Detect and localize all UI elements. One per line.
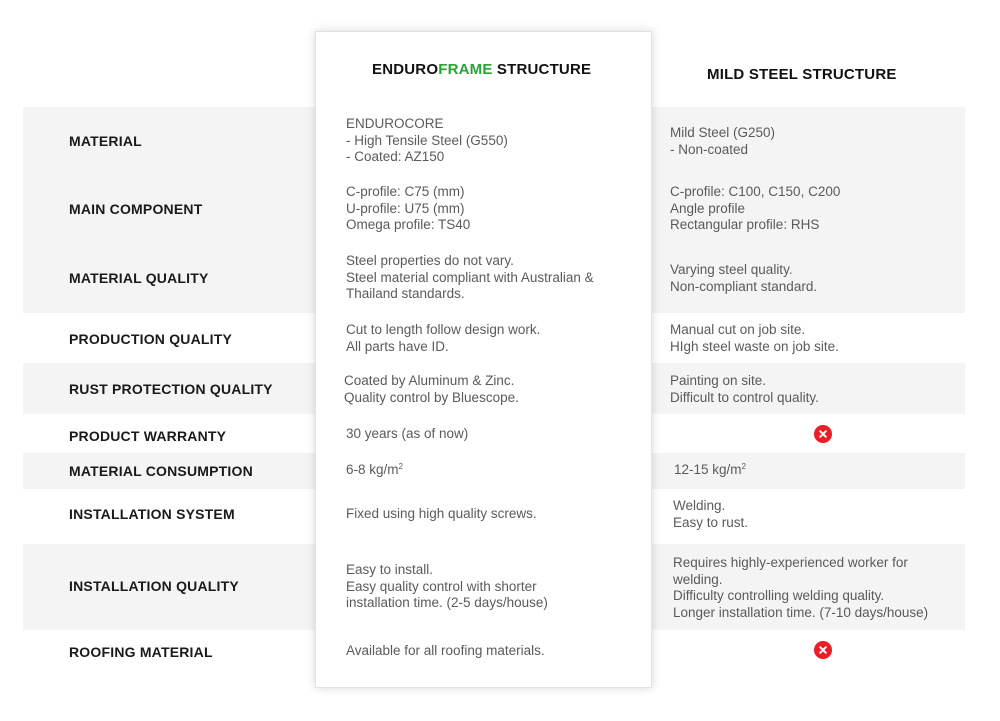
row-label-material-consumption: MATERIAL CONSUMPTION <box>69 463 253 479</box>
row-label-installation-quality: INSTALLATION QUALITY <box>69 578 239 594</box>
cross-circle-icon <box>814 425 832 443</box>
row-label-main-component: MAIN COMPONENT <box>69 201 203 217</box>
mild-cell-main-component: C-profile: C100, C150, C200 Angle profile Rectangular profile: RHS <box>670 184 841 232</box>
row-label-installation-system: INSTALLATION SYSTEM <box>69 506 235 522</box>
row-label-material: MATERIAL <box>69 133 142 149</box>
enduro-cell-production-quality: Cut to length follow design work. All parts have ID. <box>346 322 541 354</box>
enduro-cell-product-warranty: 30 years (as of now) <box>346 426 469 441</box>
mild-cell-material-quality: Varying steel quality. Non-compliant standard. <box>670 262 818 294</box>
enduroframe-column-header: ENDUROFRAME STRUCTURE <box>372 61 592 78</box>
mild-cell-material: Mild Steel (G250) - Non-coated <box>670 125 776 157</box>
enduro-cell-material-quality: Steel properties do not vary. Steel material compliant with Australian & Thailand standards. <box>346 253 594 301</box>
enduro-cell-installation-system: Fixed using high quality screws. <box>346 506 537 521</box>
row-label-rust-protection: RUST PROTECTION QUALITY <box>69 381 273 397</box>
mild-cell-installation-quality: Requires highly-experienced worker for welding. Difficulty controlling welding quality. Longer installation time. (7-10 days/house) <box>673 555 929 620</box>
row-label-production-quality: PRODUCTION QUALITY <box>69 331 233 347</box>
mild-cell-rust-protection: Painting on site. Difficult to control quality. <box>670 373 819 405</box>
mild-cell-material-consumption: 12-15 $kg/m^2$ <box>674 462 746 477</box>
enduro-cell-installation-quality: Easy to install. Easy quality control with shorter installation time. (2-5 days/house) <box>346 562 548 610</box>
mild-cell-production-quality: Manual cut on job site. HIgh steel waste on job site. <box>670 322 839 354</box>
enduro-cell-material-consumption: 6-8 $kg/m^2$ <box>346 462 403 477</box>
cross-circle-icon <box>814 641 832 659</box>
row-label-roofing-material: ROOFING MATERIAL <box>69 644 213 660</box>
enduro-cell-main-component: C-profile: C75 (mm) U-profile: U75 (mm) Omega profile: TS40 <box>346 184 471 232</box>
row-label-product-warranty: PRODUCT WARRANTY <box>69 428 227 444</box>
enduro-cell-material: ENDUROCORE - High Tensile Steel (G550) - Coated: AZ150 <box>346 116 508 164</box>
enduro-cell-roofing-material: Available for all roofing materials. <box>346 643 545 658</box>
mild-steel-column-header: MILD STEEL STRUCTURE <box>707 66 897 83</box>
mild-cell-installation-system: Welding. Easy to rust. <box>673 498 749 530</box>
enduro-cell-rust-protection: Coated by Aluminum & Zinc. Quality control by Bluescope. <box>344 373 519 405</box>
row-label-material-quality: MATERIAL QUALITY <box>69 270 209 286</box>
